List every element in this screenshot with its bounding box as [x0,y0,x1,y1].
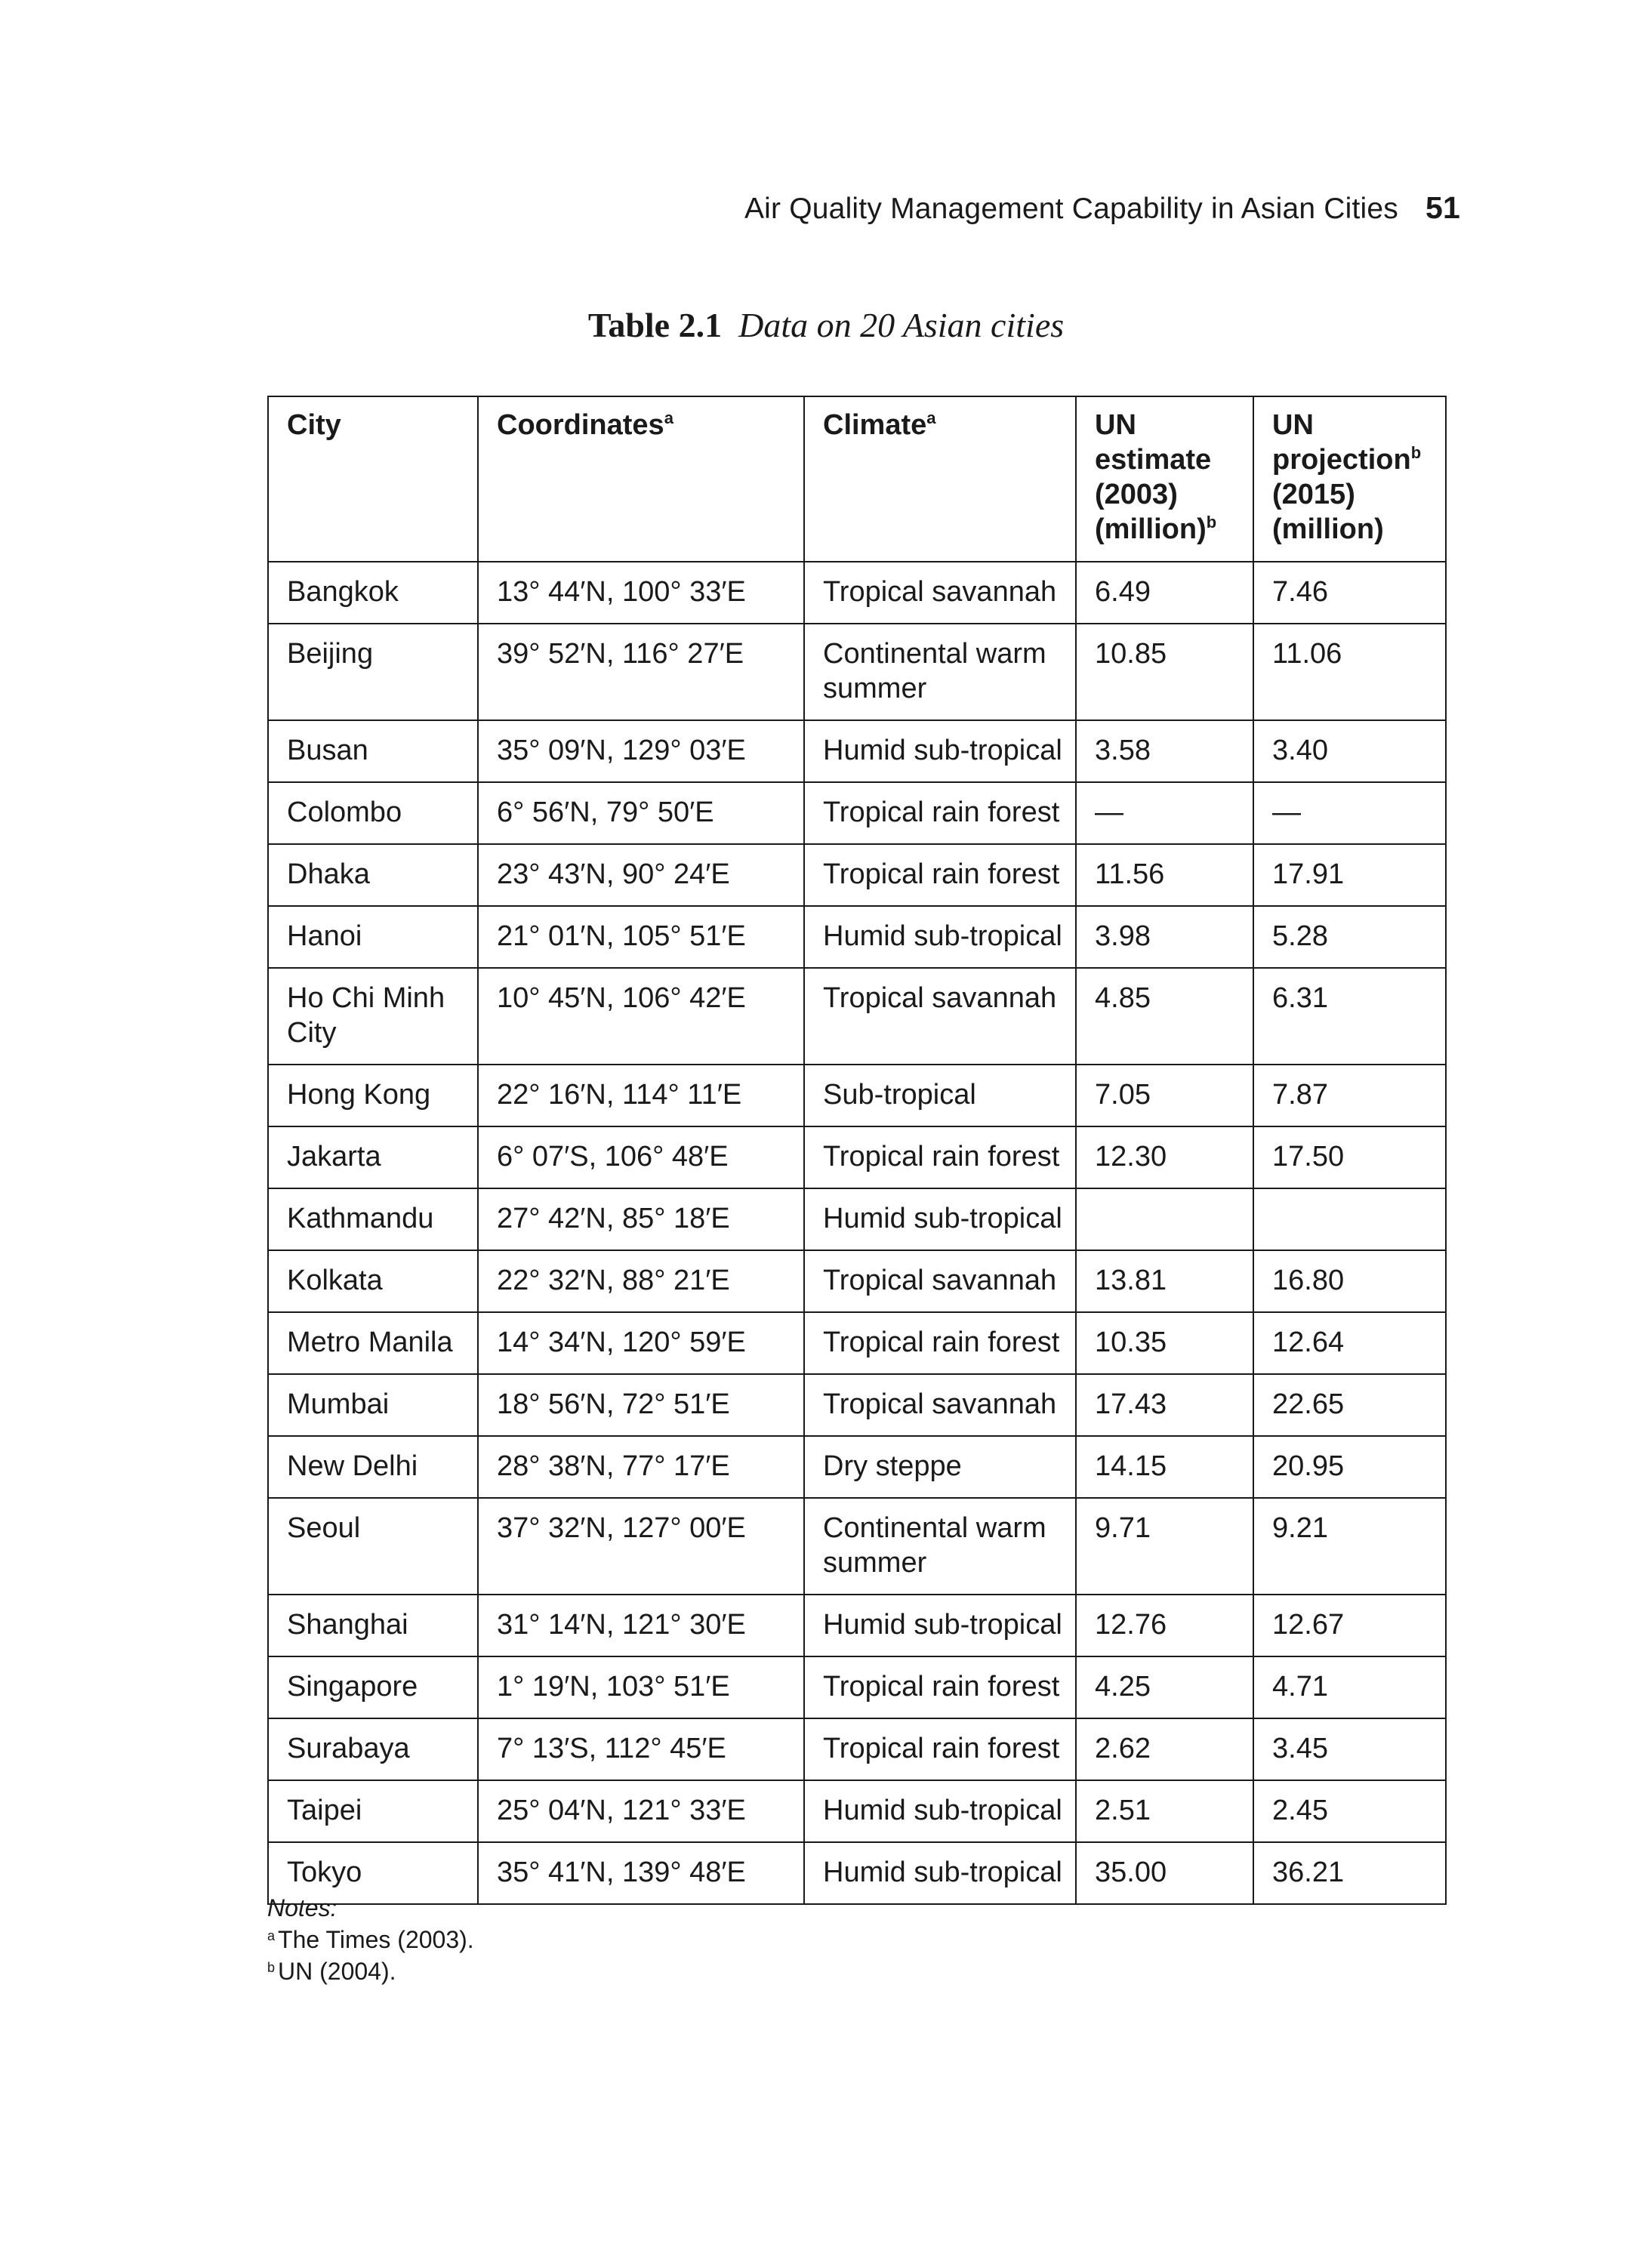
cell-city: Busan [268,720,478,782]
table-header-row [268,396,1446,562]
table-row [268,1250,1446,1312]
cell-city: Tokyo [268,1842,478,1904]
cell-climate: Continental warm summer [804,624,1076,720]
column-header-un-estimate [1076,396,1253,562]
running-head [744,190,1460,226]
cell-un-estimate-2003: 4.25 [1076,1656,1253,1718]
cell-coordinates: 37° 32′N, 127° 00′E [478,1498,804,1595]
table-row [268,1718,1446,1780]
cell-climate: Tropical rain forest [804,844,1076,906]
column-header-label: UN projection [1272,409,1411,476]
cell-un-estimate-2003: 13.81 [1076,1250,1253,1312]
cell-un-projection-2015: 7.46 [1253,562,1446,624]
cell-un-estimate-2003: 6.49 [1076,562,1253,624]
column-header-label: City [287,409,341,441]
cell-un-projection-2015: 5.28 [1253,906,1446,968]
cell-city: Jakarta [268,1126,478,1188]
cell-coordinates: 14° 34′N, 120° 59′E [478,1312,804,1374]
cell-coordinates: 39° 52′N, 116° 27′E [478,624,804,720]
cell-climate: Tropical savannah [804,562,1076,624]
table-caption-label: Table 2.1 [587,306,723,344]
cell-city: Hanoi [268,906,478,968]
cell-city: Surabaya [268,1718,478,1780]
cell-coordinates: 18° 56′N, 72° 51′E [478,1374,804,1436]
cell-city: Beijing [268,624,478,720]
cell-city: Metro Manila [268,1312,478,1374]
cell-un-estimate-2003: 4.85 [1076,968,1253,1065]
cell-un-estimate-2003: 3.98 [1076,906,1253,968]
table-row [268,968,1446,1065]
note-text: UN (2004). [278,1958,396,1985]
note-marker: b [267,1960,276,1975]
cell-un-projection-2015: 17.91 [1253,844,1446,906]
cell-climate: Dry steppe [804,1436,1076,1498]
note-item [267,1924,474,1955]
table-row [268,844,1446,906]
cell-un-estimate-2003: 3.58 [1076,720,1253,782]
cell-un-estimate-2003: 12.76 [1076,1595,1253,1656]
table-row [268,1126,1446,1188]
table-row [268,1780,1446,1842]
cell-city: Mumbai [268,1374,478,1436]
cell-un-estimate-2003: 10.35 [1076,1312,1253,1374]
note-marker: a [267,1928,276,1943]
cell-un-projection-2015: 22.65 [1253,1374,1446,1436]
cell-un-projection-2015: 16.80 [1253,1250,1446,1312]
cell-un-projection-2015: 2.45 [1253,1780,1446,1842]
cities-table [267,396,1447,1905]
cell-un-projection-2015: 20.95 [1253,1436,1446,1498]
cell-un-projection-2015: 3.40 [1253,720,1446,782]
column-header-city [268,396,478,562]
cell-coordinates: 6° 56′N, 79° 50′E [478,782,804,844]
table-caption-title: Data on 20 Asian cities [738,306,1065,344]
cell-un-projection-2015: — [1253,782,1446,844]
cell-climate: Tropical savannah [804,1250,1076,1312]
page-number: 51 [1425,190,1460,225]
cell-un-estimate-2003 [1076,1188,1253,1250]
cell-city: Kolkata [268,1250,478,1312]
cell-un-projection-2015: 12.64 [1253,1312,1446,1374]
cell-un-projection-2015 [1253,1188,1446,1250]
table-caption [0,305,1652,345]
table-row [268,1498,1446,1595]
column-header-label: UN estimate (2003) (million) [1095,409,1212,545]
table-row [268,906,1446,968]
cell-city: Seoul [268,1498,478,1595]
cell-city: New Delhi [268,1436,478,1498]
cell-un-estimate-2003: 2.62 [1076,1718,1253,1780]
cell-coordinates: 35° 41′N, 139° 48′E [478,1842,804,1904]
cell-climate: Humid sub-tropical [804,1188,1076,1250]
footnote-marker: b [1206,513,1217,532]
cell-coordinates: 1° 19′N, 103° 51′E [478,1656,804,1718]
cell-un-estimate-2003: 14.15 [1076,1436,1253,1498]
column-header-label: Climate [823,409,927,441]
table-row [268,624,1446,720]
column-header-coordinates [478,396,804,562]
cell-un-projection-2015: 3.45 [1253,1718,1446,1780]
cell-climate: Sub-tropical [804,1065,1076,1126]
cell-climate: Tropical rain forest [804,1718,1076,1780]
cell-coordinates: 21° 01′N, 105° 51′E [478,906,804,968]
table-row [268,1188,1446,1250]
cell-coordinates: 13° 44′N, 100° 33′E [478,562,804,624]
cell-climate: Humid sub-tropical [804,1595,1076,1656]
cell-un-projection-2015: 11.06 [1253,624,1446,720]
cell-climate: Tropical rain forest [804,782,1076,844]
cell-un-projection-2015: 6.31 [1253,968,1446,1065]
cell-city: Ho Chi Minh City [268,968,478,1065]
cell-un-estimate-2003: 12.30 [1076,1126,1253,1188]
cell-un-projection-2015: 36.21 [1253,1842,1446,1904]
table-row [268,782,1446,844]
footnote-marker: a [664,408,673,427]
cell-un-projection-2015: 17.50 [1253,1126,1446,1188]
cell-coordinates: 23° 43′N, 90° 24′E [478,844,804,906]
cell-coordinates: 22° 16′N, 114° 11′E [478,1065,804,1126]
table-row [268,1436,1446,1498]
cell-un-estimate-2003: 9.71 [1076,1498,1253,1595]
cell-climate: Humid sub-tropical [804,1842,1076,1904]
cell-climate: Tropical rain forest [804,1126,1076,1188]
table-row [268,1374,1446,1436]
cell-climate: Humid sub-tropical [804,720,1076,782]
cell-coordinates: 22° 32′N, 88° 21′E [478,1250,804,1312]
cell-city: Bangkok [268,562,478,624]
cell-un-estimate-2003: 17.43 [1076,1374,1253,1436]
cell-coordinates: 27° 42′N, 85° 18′E [478,1188,804,1250]
cell-city: Taipei [268,1780,478,1842]
cell-climate: Tropical rain forest [804,1312,1076,1374]
cell-coordinates: 10° 45′N, 106° 42′E [478,968,804,1065]
table-row [268,720,1446,782]
cell-un-projection-2015: 12.67 [1253,1595,1446,1656]
table-row [268,1656,1446,1718]
running-title: Air Quality Management Capability in Asian Cities [744,193,1398,225]
table-row [268,1312,1446,1374]
cell-un-estimate-2003: 10.85 [1076,624,1253,720]
cell-city: Hong Kong [268,1065,478,1126]
cell-coordinates: 35° 09′N, 129° 03′E [478,720,804,782]
cell-city: Dhaka [268,844,478,906]
cell-un-estimate-2003: 11.56 [1076,844,1253,906]
cell-coordinates: 7° 13′S, 112° 45′E [478,1718,804,1780]
cell-city: Colombo [268,782,478,844]
footnote-marker: a [926,408,936,427]
cell-un-projection-2015: 9.21 [1253,1498,1446,1595]
cell-coordinates: 31° 14′N, 121° 30′E [478,1595,804,1656]
cell-un-estimate-2003: — [1076,782,1253,844]
cell-coordinates: 28° 38′N, 77° 17′E [478,1436,804,1498]
cell-coordinates: 25° 04′N, 121° 33′E [478,1780,804,1842]
cell-un-estimate-2003: 35.00 [1076,1842,1253,1904]
note-item [267,1955,474,1987]
cell-city: Shanghai [268,1595,478,1656]
cell-climate: Humid sub-tropical [804,906,1076,968]
footnote-marker: b [1410,443,1422,462]
note-text: The Times (2003). [278,1926,474,1953]
cell-un-projection-2015: 4.71 [1253,1656,1446,1718]
cell-climate: Tropical rain forest [804,1656,1076,1718]
table-body [268,562,1446,1904]
table-row [268,1065,1446,1126]
notes-title: Notes: [267,1894,337,1921]
cell-un-projection-2015: 7.87 [1253,1065,1446,1126]
cell-un-estimate-2003: 7.05 [1076,1065,1253,1126]
cell-un-estimate-2003: 2.51 [1076,1780,1253,1842]
cell-climate: Tropical savannah [804,1374,1076,1436]
cell-climate: Tropical savannah [804,968,1076,1065]
column-header-climate [804,396,1076,562]
cell-coordinates: 6° 07′S, 106° 48′E [478,1126,804,1188]
table-notes [267,1892,474,1987]
table-row [268,562,1446,624]
cell-city: Singapore [268,1656,478,1718]
cell-climate: Continental warm summer [804,1498,1076,1595]
cell-city: Kathmandu [268,1188,478,1250]
column-header-un-projection [1253,396,1446,562]
column-header-label: Coordinates [497,409,664,441]
cell-climate: Humid sub-tropical [804,1780,1076,1842]
column-header-label-suffix: (2015) (million) [1272,479,1384,545]
table-row [268,1595,1446,1656]
